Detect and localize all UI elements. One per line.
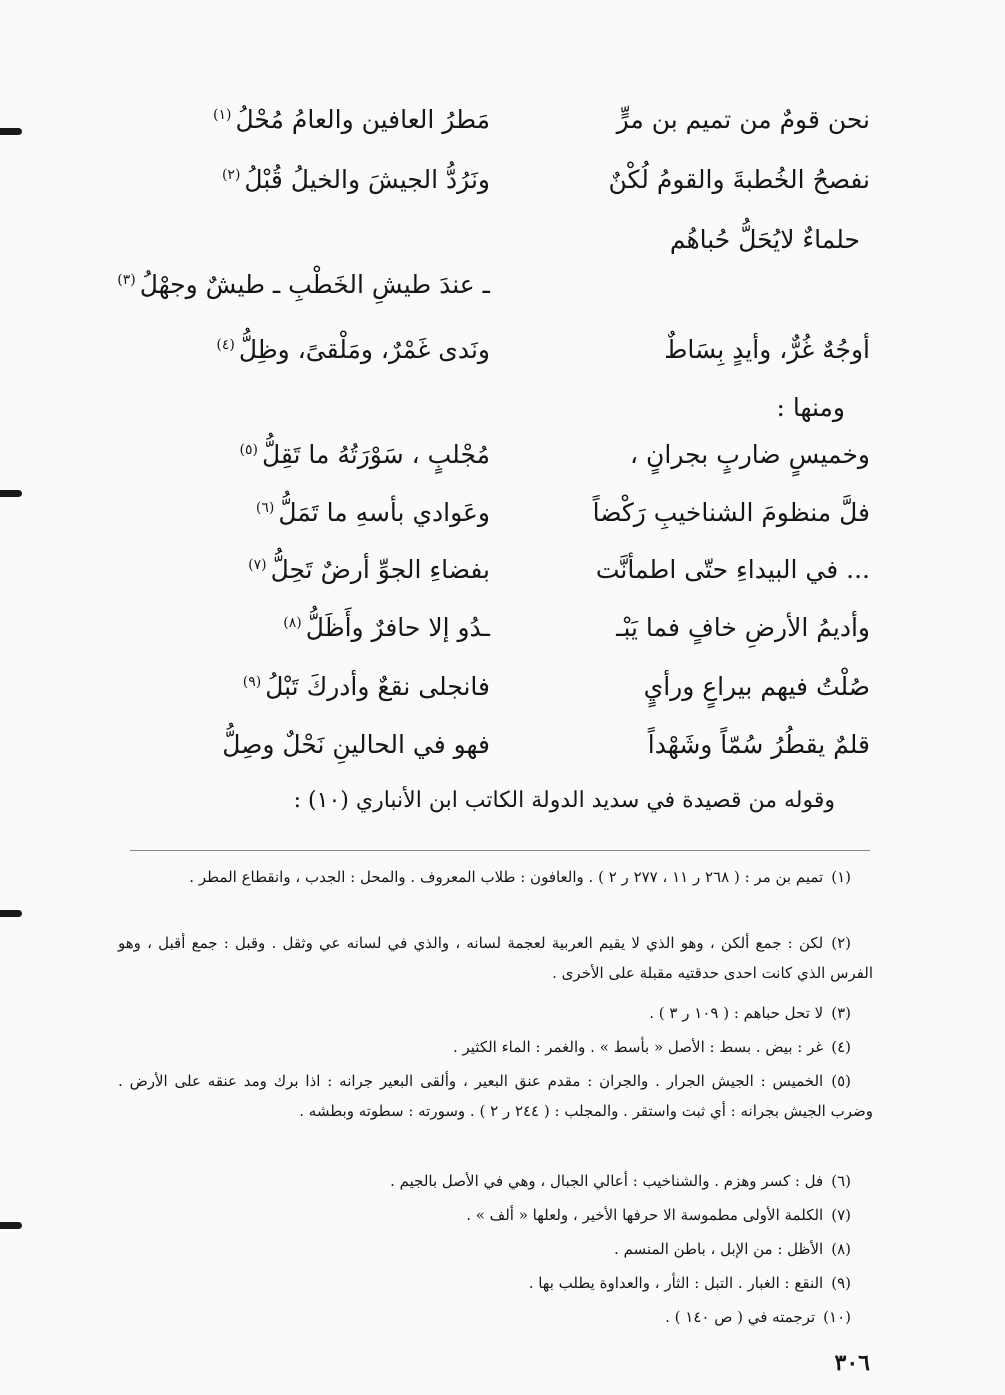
verse	[140, 440, 870, 490]
footnote-ref: (٢)	[221, 166, 241, 183]
footnote-text: الأظل : من الإبل ، باطن المنسم .	[614, 1240, 824, 1258]
footnote-text: تميم بن مر : ( ٢٦٨ ر ١١ ، ٢٧٧ ر ٢ ) . والعافون : طلاب المعروف . والمحل : الجدب ، وانقطاع المطر .	[189, 868, 824, 886]
footnote-text: لا تحل حباهم : ( ١٠٩ ر ٣ ) .	[649, 1004, 824, 1022]
footnote	[118, 1066, 873, 1126]
footnote	[118, 1268, 873, 1298]
verse	[140, 672, 870, 722]
verse-first-hemistich: صُلْتُ فيهم بيراعٍ ورأيٍ	[643, 672, 870, 701]
verse-first-hemistich: أوجُهٌ غُرٌّ، وأيدٍ بِسَاطٌ	[664, 335, 870, 364]
scan-margin-mark	[0, 1222, 22, 1229]
verse-second-hemistich: ـ عندَ طيشِ الخَطْبِ ـ طيشٌ وجهْلُ$^{(٣)}$	[117, 270, 490, 299]
footnote-text: فل : كسر وهزم . والشناخيب : أعالي الجبال ، وهي في الأصل بالجيم .	[390, 1172, 824, 1190]
verse-second-hemistich: فهو في الحالينِ نَحْلٌ وصِلُّ	[222, 730, 490, 759]
footnote-text: غر : بيض . بسط : الأصل « بأسط » . والغمر : الماء الكثير .	[452, 1038, 824, 1056]
verse	[140, 165, 870, 215]
footnote	[118, 928, 873, 988]
verse-first-hemistich: حلماءٌ لايُحَلُّ حُباهُم	[669, 225, 860, 254]
footnote-ref: (٧)	[248, 556, 267, 573]
verse	[140, 335, 870, 385]
footnote-number: (٦)	[831, 1172, 851, 1190]
verse-first-hemistich: وأديمُ الأرضِ خافٍ فما يَبْـ	[616, 613, 870, 642]
verse	[140, 225, 870, 275]
verse-second-hemistich: بفضاءِ الجوِّ أرضٌ تَحِلُّ$^{(٧)}$	[248, 555, 490, 584]
scan-margin-mark	[0, 128, 22, 135]
footnote	[118, 1032, 873, 1062]
footnote-number: (٣)	[831, 1004, 851, 1022]
scan-margin-mark	[0, 490, 22, 497]
verse-second-hemistich: وعَوادي بأسهِ ما تَمَلُّ$^{(٦)}$	[255, 498, 490, 527]
footnote-text: النقع : الغبار . التبل : الثأر ، والعداوة يطلب بها .	[528, 1274, 824, 1292]
footnote	[118, 1200, 873, 1230]
page-number: ٣٠٦	[834, 1350, 870, 1376]
footnote-ref: (٥)	[239, 441, 258, 458]
footnote-number: (١)	[831, 868, 851, 886]
footnote-ref: (٣)	[117, 271, 136, 288]
footnote	[118, 998, 873, 1028]
verse-second-hemistich: ـدُو إلا حافرٌ وأَظَلُّ$^{(٨)}$	[283, 613, 490, 642]
verse-second-hemistich: مُجْلبٍ ، سَوْرَتُهُ ما تَقِلُّ$^{(٥)}$	[239, 440, 490, 469]
verse-first-hemistich: فلَّ منظومَ الشناخيبِ رَكْضاً	[592, 498, 870, 527]
verse-first-hemistich: قلمٌ يقطُرُ سُمّاً وشَهْداً	[647, 730, 870, 759]
footnote	[118, 1234, 873, 1264]
verse	[140, 105, 870, 155]
footnote-text: لكن : جمع ألكن ، وهو الذي لا يقيم العربية لعجمة لسانه ، والذي في لسانه عي وثقل . وقبل : جمع أقبل ، وهو الفرس الذي كانت احدى حدقتيه مقبلة على الأخرى .	[118, 934, 873, 982]
footnote	[118, 1166, 873, 1196]
section-label-text: ومنها :	[776, 393, 845, 422]
verse-first-hemistich: وخميسٍ ضاربٍ بجرانٍ ،	[630, 440, 870, 469]
footnote	[118, 1302, 873, 1332]
intro-line: وقوله من قصيدة في سديد الدولة الكاتب ابن الأنباري (١٠) :	[293, 788, 835, 813]
footnote-ref: (٤)	[216, 336, 235, 353]
footnote-separator	[130, 850, 870, 851]
footnote-number: (٤)	[831, 1038, 851, 1056]
verse	[140, 730, 870, 780]
verse	[140, 498, 870, 548]
scan-margin-mark	[0, 910, 22, 917]
footnote-ref: (٦)	[255, 499, 275, 516]
footnote-text: ترجمته في ( ص ١٤٠ ) .	[665, 1308, 816, 1326]
footnote-number: (٧)	[831, 1206, 851, 1224]
verse-second-hemistich: مَطرُ العافين والعامُ مُحْلُ$^{(١)}$	[212, 105, 490, 134]
footnote-ref: (٩)	[242, 673, 262, 690]
footnote-number: (١٠)	[823, 1308, 851, 1326]
footnote-text: الخميس : الجيش الجرار . والجران : مقدم عنق البعير ، وألقى البعير جرانه : اذا برك ومد عنقه على الأرض . وضرب الجيش بجرانه : أي ثبت واستقر . والمجلب : ( ٢٤٤ ر ٢ ) . وسورته : سطوته وبطشه .	[118, 1072, 873, 1120]
verse	[117, 270, 870, 320]
verse-second-hemistich: ونَدى غَمْرٌ، ومَلْقىً، وظِلُّ$^{(٤)}$	[216, 335, 490, 364]
verse	[140, 613, 870, 663]
verse-first-hemistich: ... في البيداءِ حتّى اطمأنَّت	[595, 555, 870, 584]
footnote-ref: (٨)	[283, 614, 302, 631]
verse-second-hemistich: فانجلى نقعٌ وأدركَ تَبْلُ$^{(٩)}$	[242, 672, 490, 701]
footnote	[118, 862, 873, 892]
verse	[140, 555, 870, 605]
footnote-number: (٩)	[831, 1274, 851, 1292]
verse-first-hemistich: نحن قومٌ من تميم بن مرٍّ	[616, 105, 870, 134]
footnote-number: (٥)	[831, 1072, 851, 1090]
verse-second-hemistich: ونَرُدُّ الجيشَ والخيلُ قُبْلُ$^{(٢)}$	[221, 165, 490, 194]
footnote-text: الكلمة الأولى مطموسة الا حرفها الأخير ، ولعلها « ألف » .	[466, 1206, 824, 1224]
footnote-number: (٨)	[831, 1240, 851, 1258]
verse-first-hemistich: نفصحُ الخُطبةَ والقومُ لُكْنٌ	[608, 165, 870, 194]
section-label	[140, 393, 870, 443]
footnote-number: (٢)	[831, 934, 851, 952]
footnote-ref: (١)	[212, 106, 232, 123]
